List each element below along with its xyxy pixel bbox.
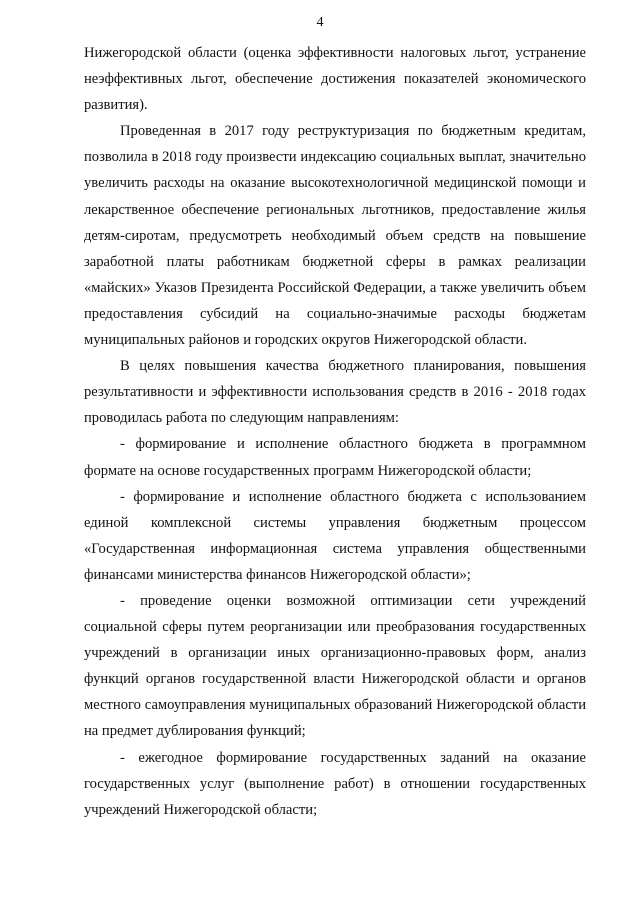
paragraph-tax-benefits-continuation: Нижегородской области (оценка эффективности налоговых льгот, устранение неэффективных льгот, обеспечение достижения показателей экономического развития). [84, 45, 586, 114]
list-item-network-optimization: - проведение оценки возможной оптимизации сети учреждений социальной сферы путем реорганизации или преобразования государственных учреждений в организации иных организационно-правовых форм, анализ функций органов государственной власти Нижегородской области и органов местного самоуправления муниципальных образований Нижегородской области на предмет дублирования функций; [84, 592, 586, 740]
paragraph-budget-planning: В целях повышения качества бюджетного планирования, повышения результативности и эффективности использования средств в 2016 - 2018 годах проводилась работа по следующим направлениям: [84, 358, 586, 427]
list-item-program-budget: - формирование и исполнение областного бюджета в программном формате на основе государственных программ Нижегородской области; [84, 436, 586, 479]
document-body [84, 40, 586, 823]
list-item-information-system: - формирование и исполнение областного бюджета с использованием единой комплексной системы управления бюджетным процессом «Государственная информационная система управления общественными финансами министерства финансов Нижегородской области»; [84, 488, 586, 583]
paragraph-restructuring: Проведенная в 2017 году реструктуризация по бюджетным кредитам, позволила в 2018 году произвести индексацию социальных выплат, значительно увеличить расходы на оказание высокотехнологичной медицинской помощи и лекарственное обеспечение региональных льготников, предоставление жилья детям-сиротам, предусмотреть необходимый объем средств на повышение заработной платы работникам бюджетной сферы в рамках реализации «майских» Указов Президента Российской Федерации, а также увеличить объем предоставления субсидий на социально-значимые расходы бюджетам муниципальных районов и городских округов Нижегородской области. [84, 123, 586, 349]
page-number: 4 [316, 15, 324, 30]
list-item-state-assignments: - ежегодное формирование государственных заданий на оказание государственных услуг (выполнение работ) в отношении государственных учреждений Нижегородской области; [84, 749, 586, 818]
